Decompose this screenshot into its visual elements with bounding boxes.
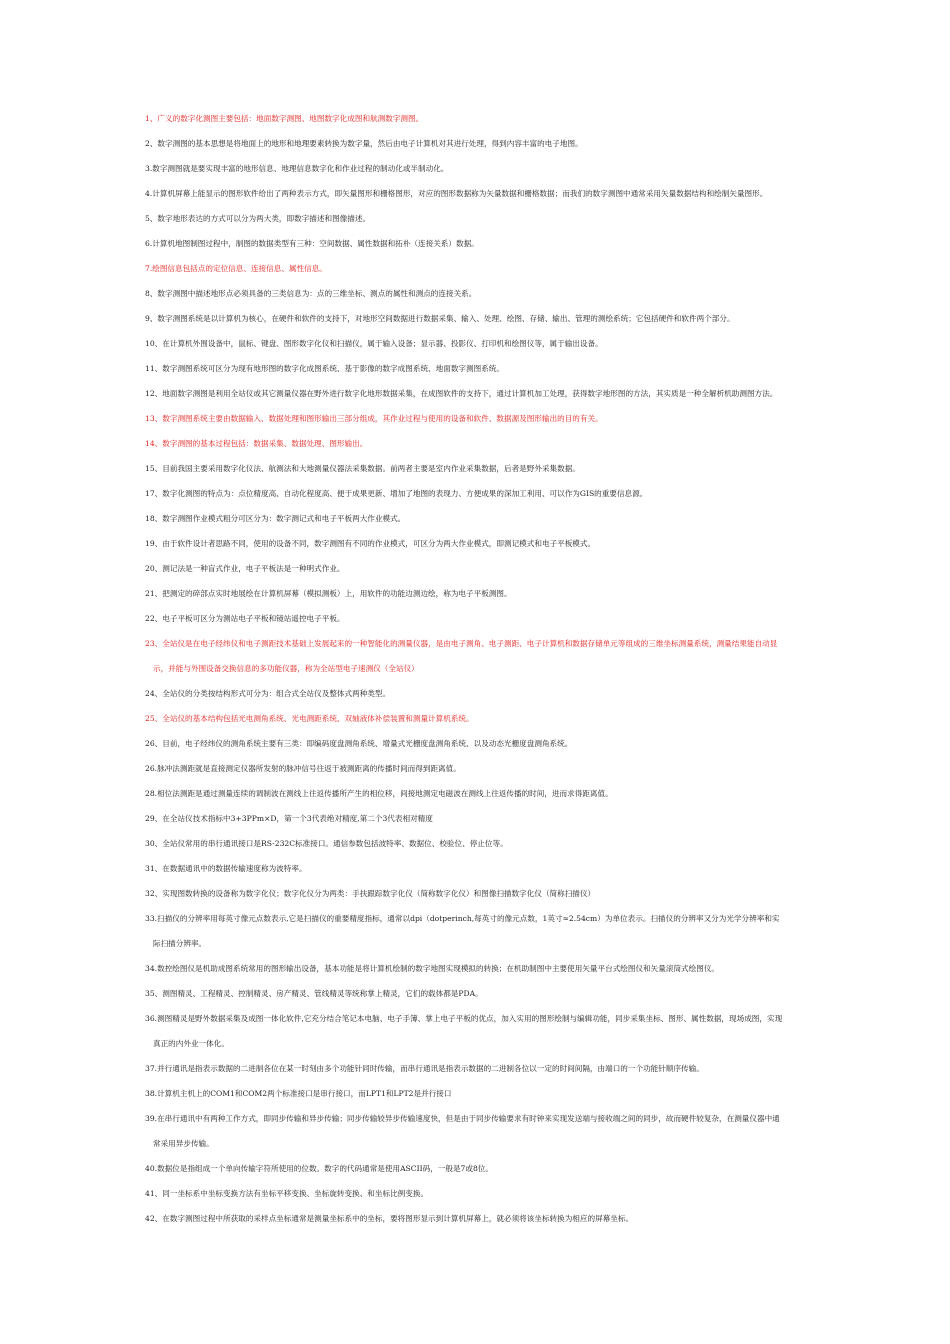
list-item <box>145 331 825 356</box>
list-item <box>145 881 825 906</box>
item-text: 37.并行通讯是指表示数据的二进制各位在某一时刻由多个功能针同时传输，而串行通讯是指表示数据的二进制各位以一定的时间间隔，由端口的一个功能针顺序传输。 <box>145 1064 704 1073</box>
item-text: 9、数字测图系统是以计算机为核心，在硬件和软件的支持下，对地形空间数据进行数据采集、输入、处理、绘图、存储、输出、管理的测绘系统；它包括硬件和软件两个部分。 <box>145 314 735 323</box>
list-item <box>145 506 825 531</box>
list-item <box>145 781 825 806</box>
item-text: 25、全站仪的基本结构包括光电测角系统、光电测距系统、双轴液体补偿装置和测量计算机系统。 <box>145 714 474 723</box>
item-text: 4.计算机屏幕上能显示的图形软件给出了两种表示方式，即矢量图形和栅格图形，对应的图形数据称为矢量数据和栅格数据；而我们的数字测图中通常采用矢量数据结构和绘制矢量图形。 <box>145 189 768 198</box>
item-text: 38.计算机主机上的COM1和COM2两个标准接口是串行接口，而LPT1和LPT2是并行接口 <box>145 1089 452 1098</box>
item-text: 12、地面数字测图是利用全站仪或其它测量仪器在野外进行数字化地形数据采集，在成图软件的支持下，通过计算机加工处理，获得数字地形图的方法，其实质是一种全解析机助测图方法。 <box>145 389 778 398</box>
list-item <box>145 106 825 131</box>
item-text: 32、实现图数转换的设备称为数字化仪；数字化仪分为两类：手扶跟踪数字化仪（简称数字化仪）和图像扫描数字化仪（简称扫描仪） <box>145 889 596 898</box>
list-item <box>145 756 825 781</box>
item-text: 1、广义的数字化测图主要包括：地面数字测图、地图数字化成图和航测数字测图。 <box>145 114 424 123</box>
item-text: 42、在数字测图过程中所获取的采样点坐标通常是测量坐标系中的坐标，要将图形显示到计算机屏幕上，就必须将该坐标转换为相应的屏幕坐标。 <box>145 1214 634 1223</box>
list-item <box>145 156 825 181</box>
item-text: 5、数字地形表达的方式可以分为两大类，即数字描述和图像描述。 <box>145 214 371 223</box>
item-text: 2、数字测图的基本思想是将地面上的地形和地理要素转换为数字量，然后由电子计算机对其进行处理，得到内容丰富的电子地图。 <box>145 139 583 148</box>
list-item <box>145 806 825 831</box>
list-item <box>145 631 825 681</box>
item-text: 18、数字测图作业模式粗分可区分为：数字测记式和电子平板两大作业模式。 <box>145 514 406 523</box>
list-item <box>145 831 825 856</box>
list-item <box>145 206 825 231</box>
list-item <box>145 581 825 606</box>
item-text: 29、在全站仪技术指标中3+3PPm×D，第一个3代表绝对精度,第二个3代表相对精度 <box>145 814 433 823</box>
item-text: 19、由于软件设计者思路不同，使用的设备不同，数字测图有不同的作业模式，可区分为两大作业模式，即测记模式和电子平板模式。 <box>145 539 596 548</box>
item-continuation: 真正的内外业一体化。 <box>153 1039 229 1048</box>
list-item <box>145 1106 825 1156</box>
item-text: 10、在计算机外围设备中，鼠标、键盘、图形数字化仪和扫描仪，属于输入设备；显示器、投影仪、打印机和绘图仪等，属于输出设备。 <box>145 339 603 348</box>
item-text: 35、测图精灵、工程精灵、控制精灵、房产精灵、管线精灵等统称掌上精灵，它们的载体都是PDA。 <box>145 989 483 998</box>
item-continuation: 常采用异步传输。 <box>153 1139 214 1148</box>
item-text: 26、目前，电子经纬仪的测角系统主要有三类：即编码度盘测角系统、增量式光栅度盘测角系统、以及动态光栅度盘测角系统。 <box>145 739 573 748</box>
item-text: 11、数字测图系统可区分为现有地形图的数字化成图系统、基于影像的数字成图系统、地面数字测图系统。 <box>145 364 504 373</box>
list-item <box>145 856 825 881</box>
list-item <box>145 606 825 631</box>
item-text: 23、全站仪是在电子经纬仪和电子测距技术基础上发展起来的一种智能化的测量仪器，是由电子测角、电子测距、电子计算机和数据存储单元等组成的三维坐标测量系统，测量结果能自动显 <box>145 639 778 648</box>
item-text: 28.相位法测距是通过测量连续的调制波在测线上往返传播所产生的相位移，间接地测定电磁波在测线上往返传播的时间，进而求得距离值。 <box>145 789 613 798</box>
item-text: 41、同一坐标系中坐标变换方法有坐标平移变换、坐标旋转变换、和坐标比例变换。 <box>145 1189 429 1198</box>
list-item <box>145 531 825 556</box>
item-text: 22、电子平板可区分为测站电子平板和镜站遥控电子平板。 <box>145 614 345 623</box>
list-item <box>145 431 825 456</box>
list-item <box>145 1181 825 1206</box>
list-item <box>145 556 825 581</box>
list-item <box>145 356 825 381</box>
item-continuation: 际扫描分辨率。 <box>153 939 207 948</box>
item-text: 33.扫描仪的分辨率用每英寸像元点数表示,它是扫描仪的重要精度指标，通常以dpi（dotperinch,每英寸的像元点数，1英寸≈2.54cm）为单位表示。扫描仪的分辨率又分为光学分辨率和实 <box>145 914 780 923</box>
item-text: 20、测记法是一种盲式作业，电子平板法是一种明式作业。 <box>145 564 345 573</box>
item-text: 15、目前我国主要采用数字化仪法、航测法和大地测量仪器法采集数据。前两者主要是室内作业采集数据，后者是野外采集数据。 <box>145 464 580 473</box>
item-text: 30、全站仪常用的串行通讯接口是RS-232C标准接口。通信参数包括波特率、数据位、校验位、停止位等。 <box>145 839 508 848</box>
item-text: 13、数字测图系统主要由数据输入、数据处理和图形输出三部分组成，其作业过程与使用的设备和软件、数据源及图形输出的目的有关。 <box>145 414 603 423</box>
item-text: 31、在数据通讯中的数据传输速度称为波特率。 <box>145 864 307 873</box>
item-text: 6.计算机地图制图过程中，制图的数据类型有三种：空间数据、属性数据和拓朴（连接关系）数据。 <box>145 239 479 248</box>
item-text: 34.数控绘图仪是机助成图系统常用的图形输出设备，基本功能是将计算机绘制的数字地图实现模拟的转换；在机助制图中主要使用矢量平台式绘图仪和矢量滚筒式绘图仪。 <box>145 964 720 973</box>
item-text: 39.在串行通讯中有两种工作方式，即同步传输和异步传输；同步传输较异步传输速度快，但是由于同步传输要求有时钟来实现发送端与接收端之间的同步，故而硬件较复杂，在测量仪器中通 <box>145 1114 780 1123</box>
item-text: 40.数据位是指组成一个单向传输字符所使用的位数。数字的代码通常是使用ASCII码，一般是7或8位。 <box>145 1164 493 1173</box>
list-item <box>145 406 825 431</box>
list-item <box>145 256 825 281</box>
list-item <box>145 906 825 956</box>
item-text: 7.绘图信息包括点的定位信息、连接信息、属性信息。 <box>145 264 327 273</box>
list-item <box>145 381 825 406</box>
list-item <box>145 281 825 306</box>
list-item <box>145 181 825 206</box>
list-item <box>145 681 825 706</box>
item-text: 8、数字测图中描述地形点必须具备的三类信息为：点的三维坐标、测点的属性和测点的连接关系。 <box>145 289 477 298</box>
item-continuation: 示，并能与外围设备交换信息的多功能仪器，称为全站型电子速测仪（全站仪） <box>153 664 419 673</box>
item-text: 26.脉冲法测距就是直接测定仪器所发射的脉冲信号往返于被测距离的传播时间而得到距离值。 <box>145 764 461 773</box>
list-item <box>145 1081 825 1106</box>
list-item <box>145 1006 825 1056</box>
item-text: 24、全站仪的分类按结构形式可分为：组合式全站仪及整体式两种类型。 <box>145 689 391 698</box>
list-item <box>145 706 825 731</box>
item-text: 17、数字化测图的特点为：点位精度高、自动化程度高、便于成果更新、增加了地图的表现力、方便成果的深加工利用、可以作为GIS的重要信息源。 <box>145 489 648 498</box>
list-item <box>145 1206 825 1231</box>
list-item <box>145 1156 825 1181</box>
list-item <box>145 956 825 981</box>
list-item <box>145 131 825 156</box>
list-item <box>145 731 825 756</box>
item-text: 3.数字测图就是要实现丰富的地形信息、地理信息数字化和作业过程的制动化或半制动化。 <box>145 164 449 173</box>
list-item <box>145 1056 825 1081</box>
list-item <box>145 231 825 256</box>
item-text: 21、把测定的碎部点实时地展绘在计算机屏幕（模拟测板）上，用软件的功能边测边绘，称为电子平板测图。 <box>145 589 512 598</box>
list-item <box>145 456 825 481</box>
list-item <box>145 481 825 506</box>
item-text: 36.测图精灵是野外数据采集及成图一体化软件,它充分结合笔记本电脑、电子手簿、掌上电子平板的优点，加入实用的图形绘制与编辑功能，同步采集坐标、图形、属性数据，现场成图，实现 <box>145 1014 783 1023</box>
list-item <box>145 306 825 331</box>
list-item <box>145 981 825 1006</box>
item-text: 14、数字测图的基本过程包括：数据采集、数据处理、图形输出。 <box>145 439 368 448</box>
